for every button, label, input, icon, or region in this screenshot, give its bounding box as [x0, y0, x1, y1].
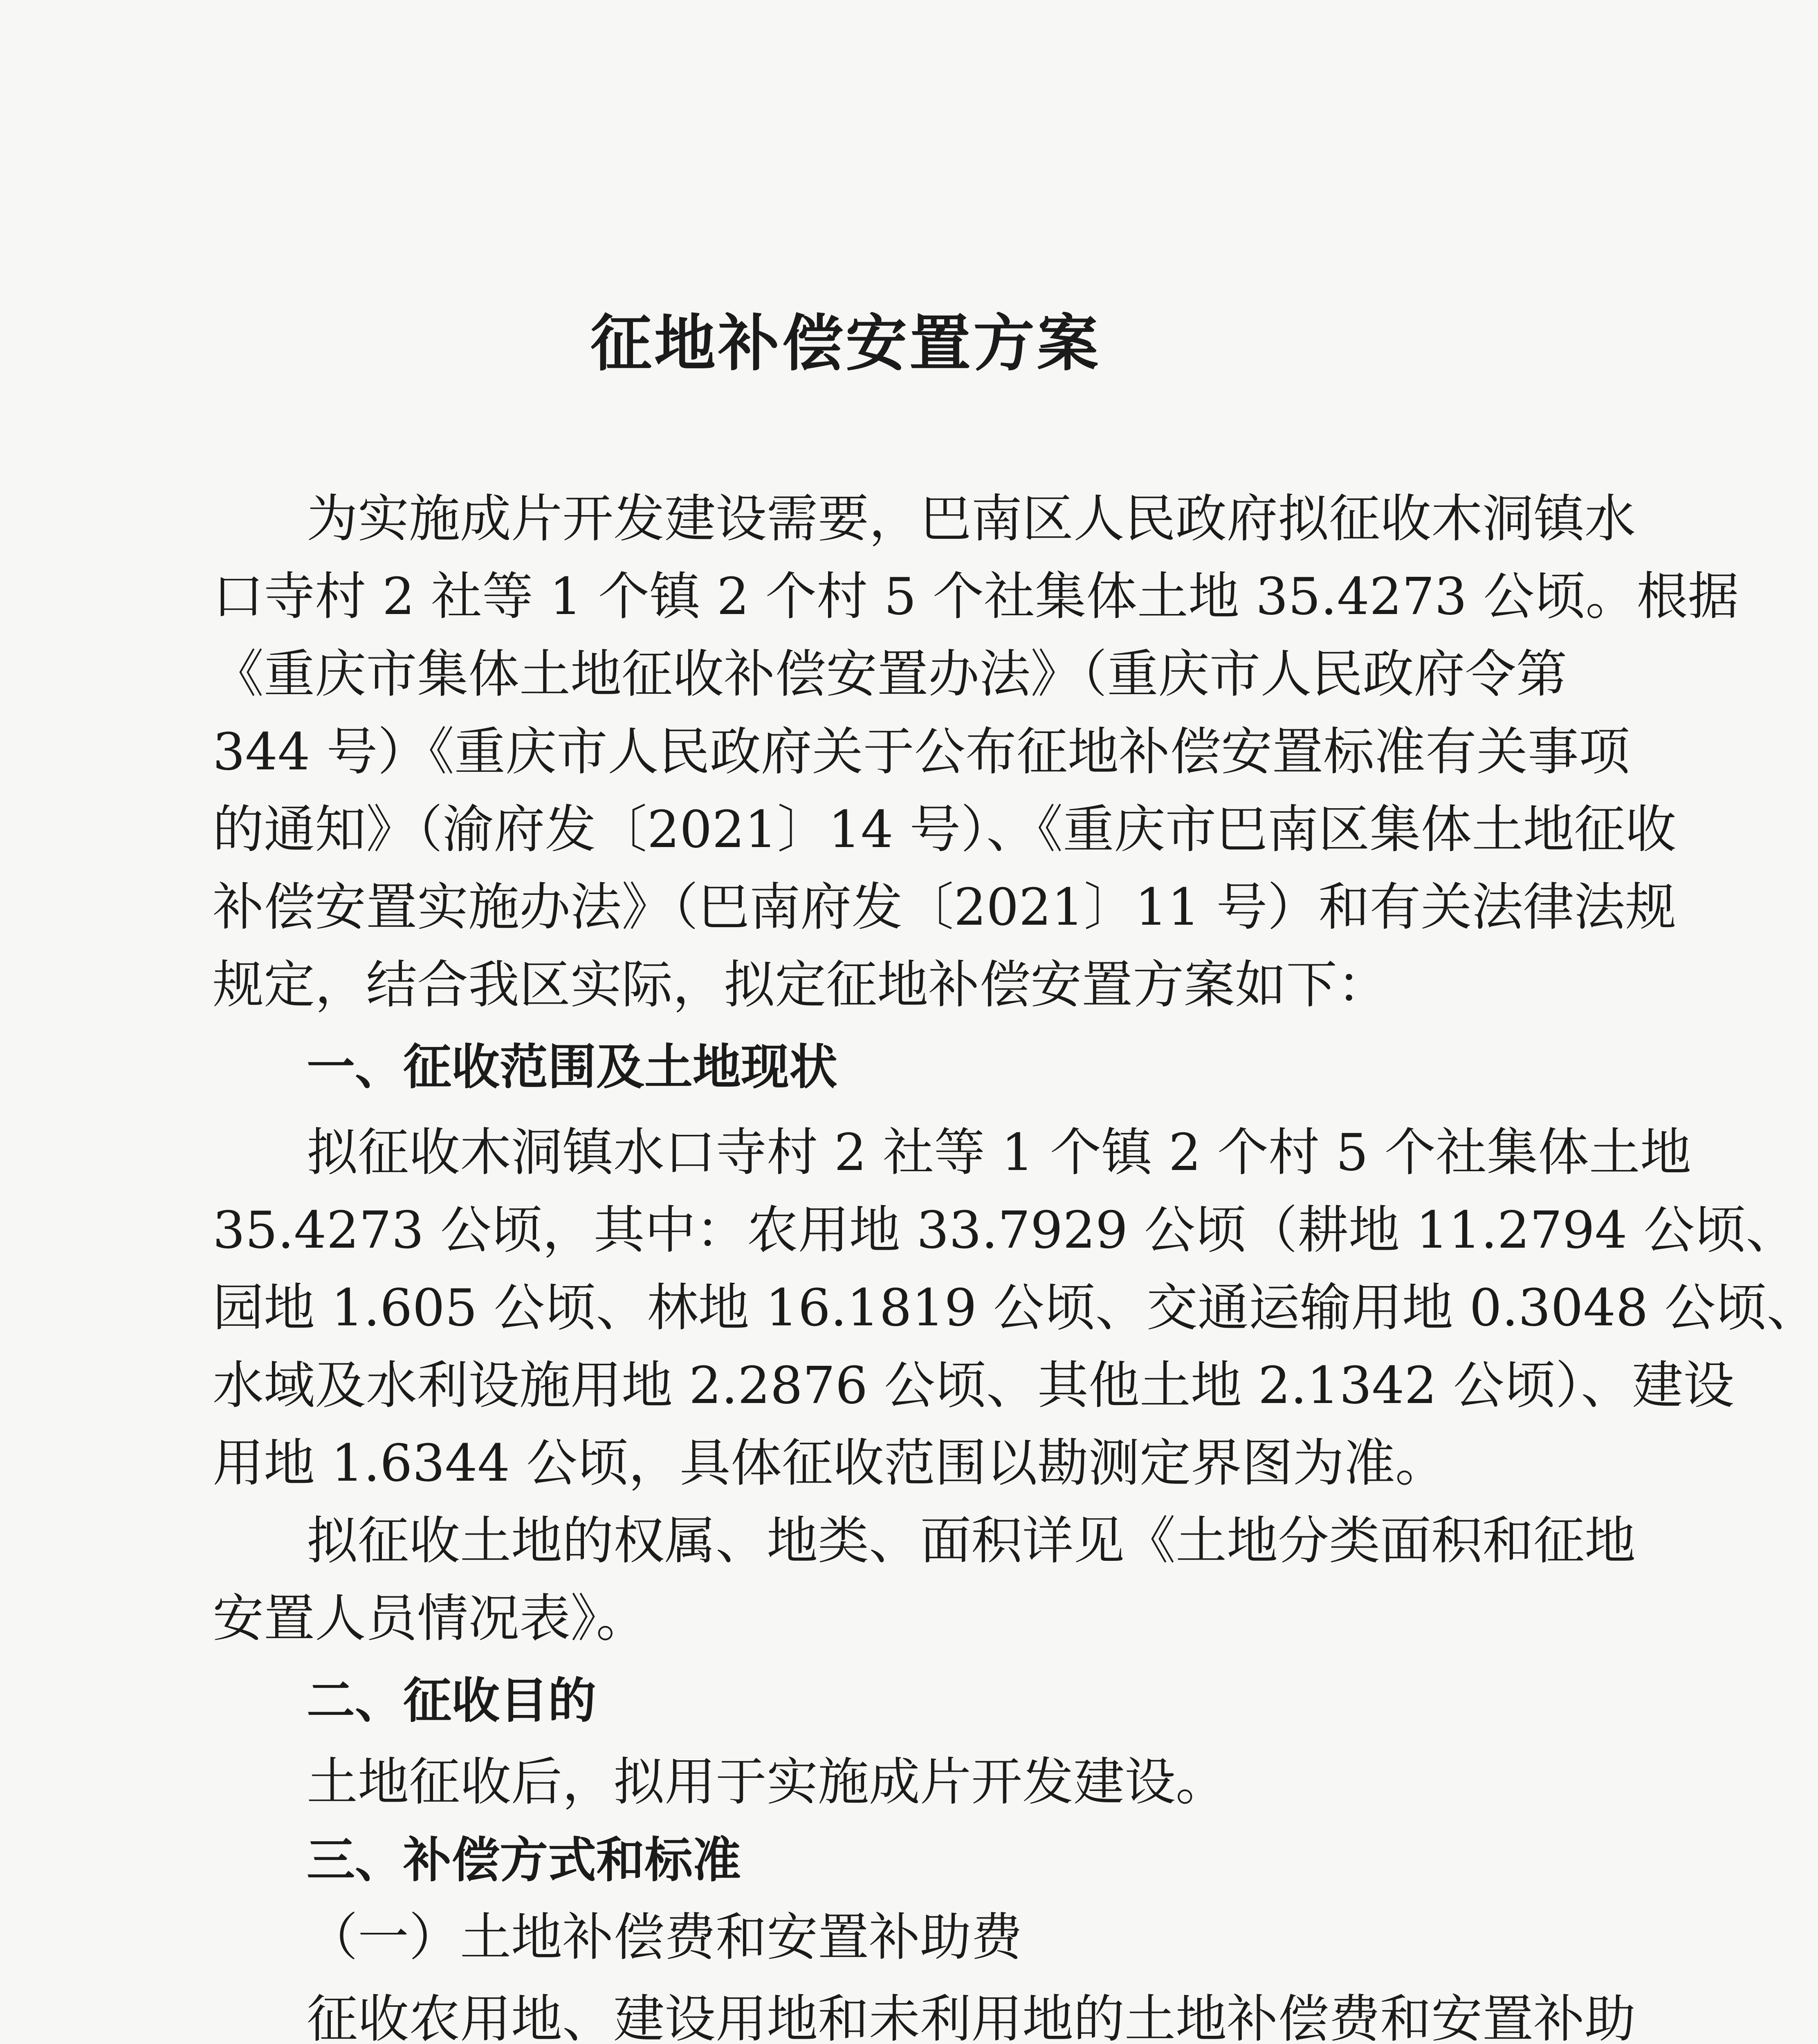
paragraph-line: 拟征收土地的权属、地类、面积详见《土地分类面积和征地 [307, 1511, 1636, 1571]
paragraph-line: 为实施成片开发建设需要，巴南区人民政府拟征收木洞镇水 [307, 489, 1636, 549]
paragraph-line: 用地 1.6344 公顷，具体征收范围以勘测定界图为准。 [213, 1434, 1446, 1493]
paragraph-line: 344 号）《重庆市人民政府关于公布征地补偿安置标准有关事项 [213, 722, 1630, 782]
paragraph-line: 土地征收后，拟用于实施成片开发建设。 [307, 1753, 1227, 1812]
section-heading: 二、征收目的 [307, 1672, 597, 1729]
section-heading: 三、补偿方式和标准 [307, 1832, 741, 1888]
paragraph-line: 水域及水利设施用地 2.2876 公顷、其他土地 2.1342 公顷）、建设 [213, 1356, 1735, 1415]
section-heading: 一、征收范围及土地现状 [307, 1039, 838, 1095]
paragraph-line: 《重庆市集体土地征收补偿安置办法》（重庆市人民政府令第 [213, 645, 1567, 704]
paragraph-line: 规定，结合我区实际，拟定征地补偿安置方案如下： [213, 955, 1388, 1015]
paragraph-line: 征收农用地、建设用地和未利用地的土地补偿费和安置补助 [307, 1990, 1636, 2044]
paragraph-line: 安置人员情况表》。 [213, 1589, 647, 1648]
paragraph-line: 35.4273 公顷，其中：农用地 33.7929 公顷（耕地 11.2794 公顷、 [213, 1201, 1797, 1260]
document-title: 征地补偿安置方案 [590, 307, 1101, 379]
paragraph-line: 园地 1.605 公顷、林地 16.1819 公顷、交通运输用地 0.3048 公顷、 [213, 1278, 1818, 1338]
subsection-heading: （一）土地补偿费和安置补助费 [307, 1908, 1022, 1967]
paragraph-line: 补偿安置实施办法》（巴南府发〔2021〕11 号）和有关法律法规 [213, 878, 1677, 937]
paragraph-line: 的通知》（渝府发〔2021〕14 号）、《重庆市巴南区集体土地征收 [213, 800, 1677, 859]
paragraph-line: 口寺村 2 社等 1 个镇 2 个村 5 个社集体土地 35.4273 公顷。根据 [213, 567, 1739, 626]
paragraph-line: 拟征收木洞镇水口寺村 2 社等 1 个镇 2 个村 5 个社集体土地 [307, 1123, 1691, 1182]
